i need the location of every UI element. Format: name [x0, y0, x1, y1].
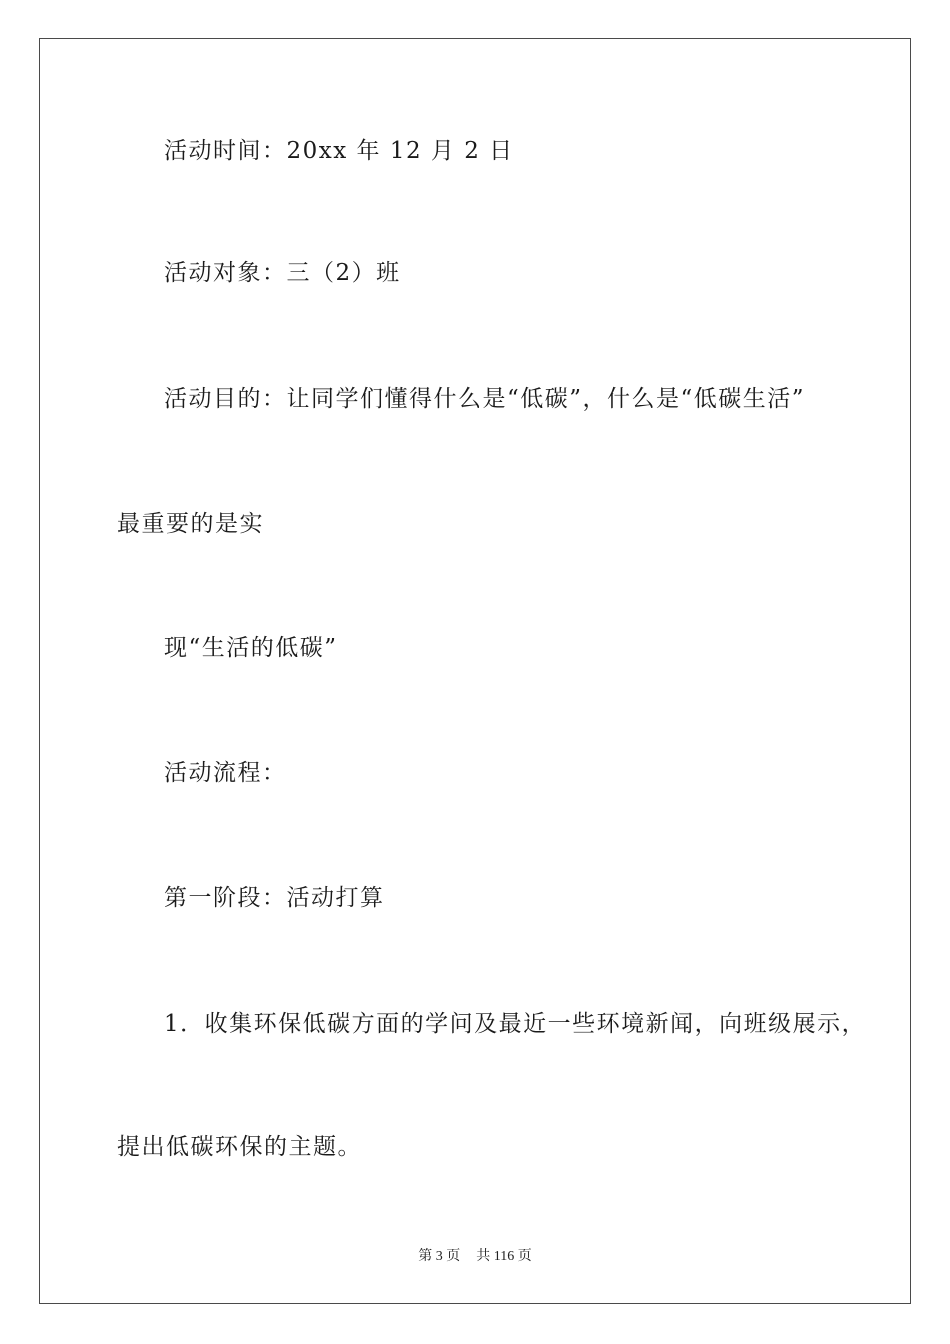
total-pages: 共 116 页 [476, 1249, 532, 1264]
page-footer [0, 1248, 950, 1266]
activity-goal-line: 活动目的：让同学们懂得什么是“低碳”，什么是“低碳生活” [164, 386, 806, 412]
step-one-line: 1．收集环保低碳方面的学问及最近一些环境新闻，向班级展示， [164, 1011, 867, 1037]
activity-time-line: 活动时间：20xx 年 12 月 2 日 [164, 138, 514, 164]
page-border [39, 38, 911, 1304]
activity-process-heading: 活动流程： [164, 760, 287, 786]
activity-goal-continuation-1: 最重要的是实 [117, 511, 264, 537]
stage-one-heading: 第一阶段：活动打算 [164, 885, 385, 911]
step-one-continuation: 提出低碳环保的主题。 [117, 1134, 362, 1160]
activity-goal-continuation-2: 现“生活的低碳” [164, 635, 338, 661]
activity-target-line: 活动对象：三（2）班 [164, 260, 401, 286]
page-number: 第 3 页 [418, 1249, 461, 1264]
